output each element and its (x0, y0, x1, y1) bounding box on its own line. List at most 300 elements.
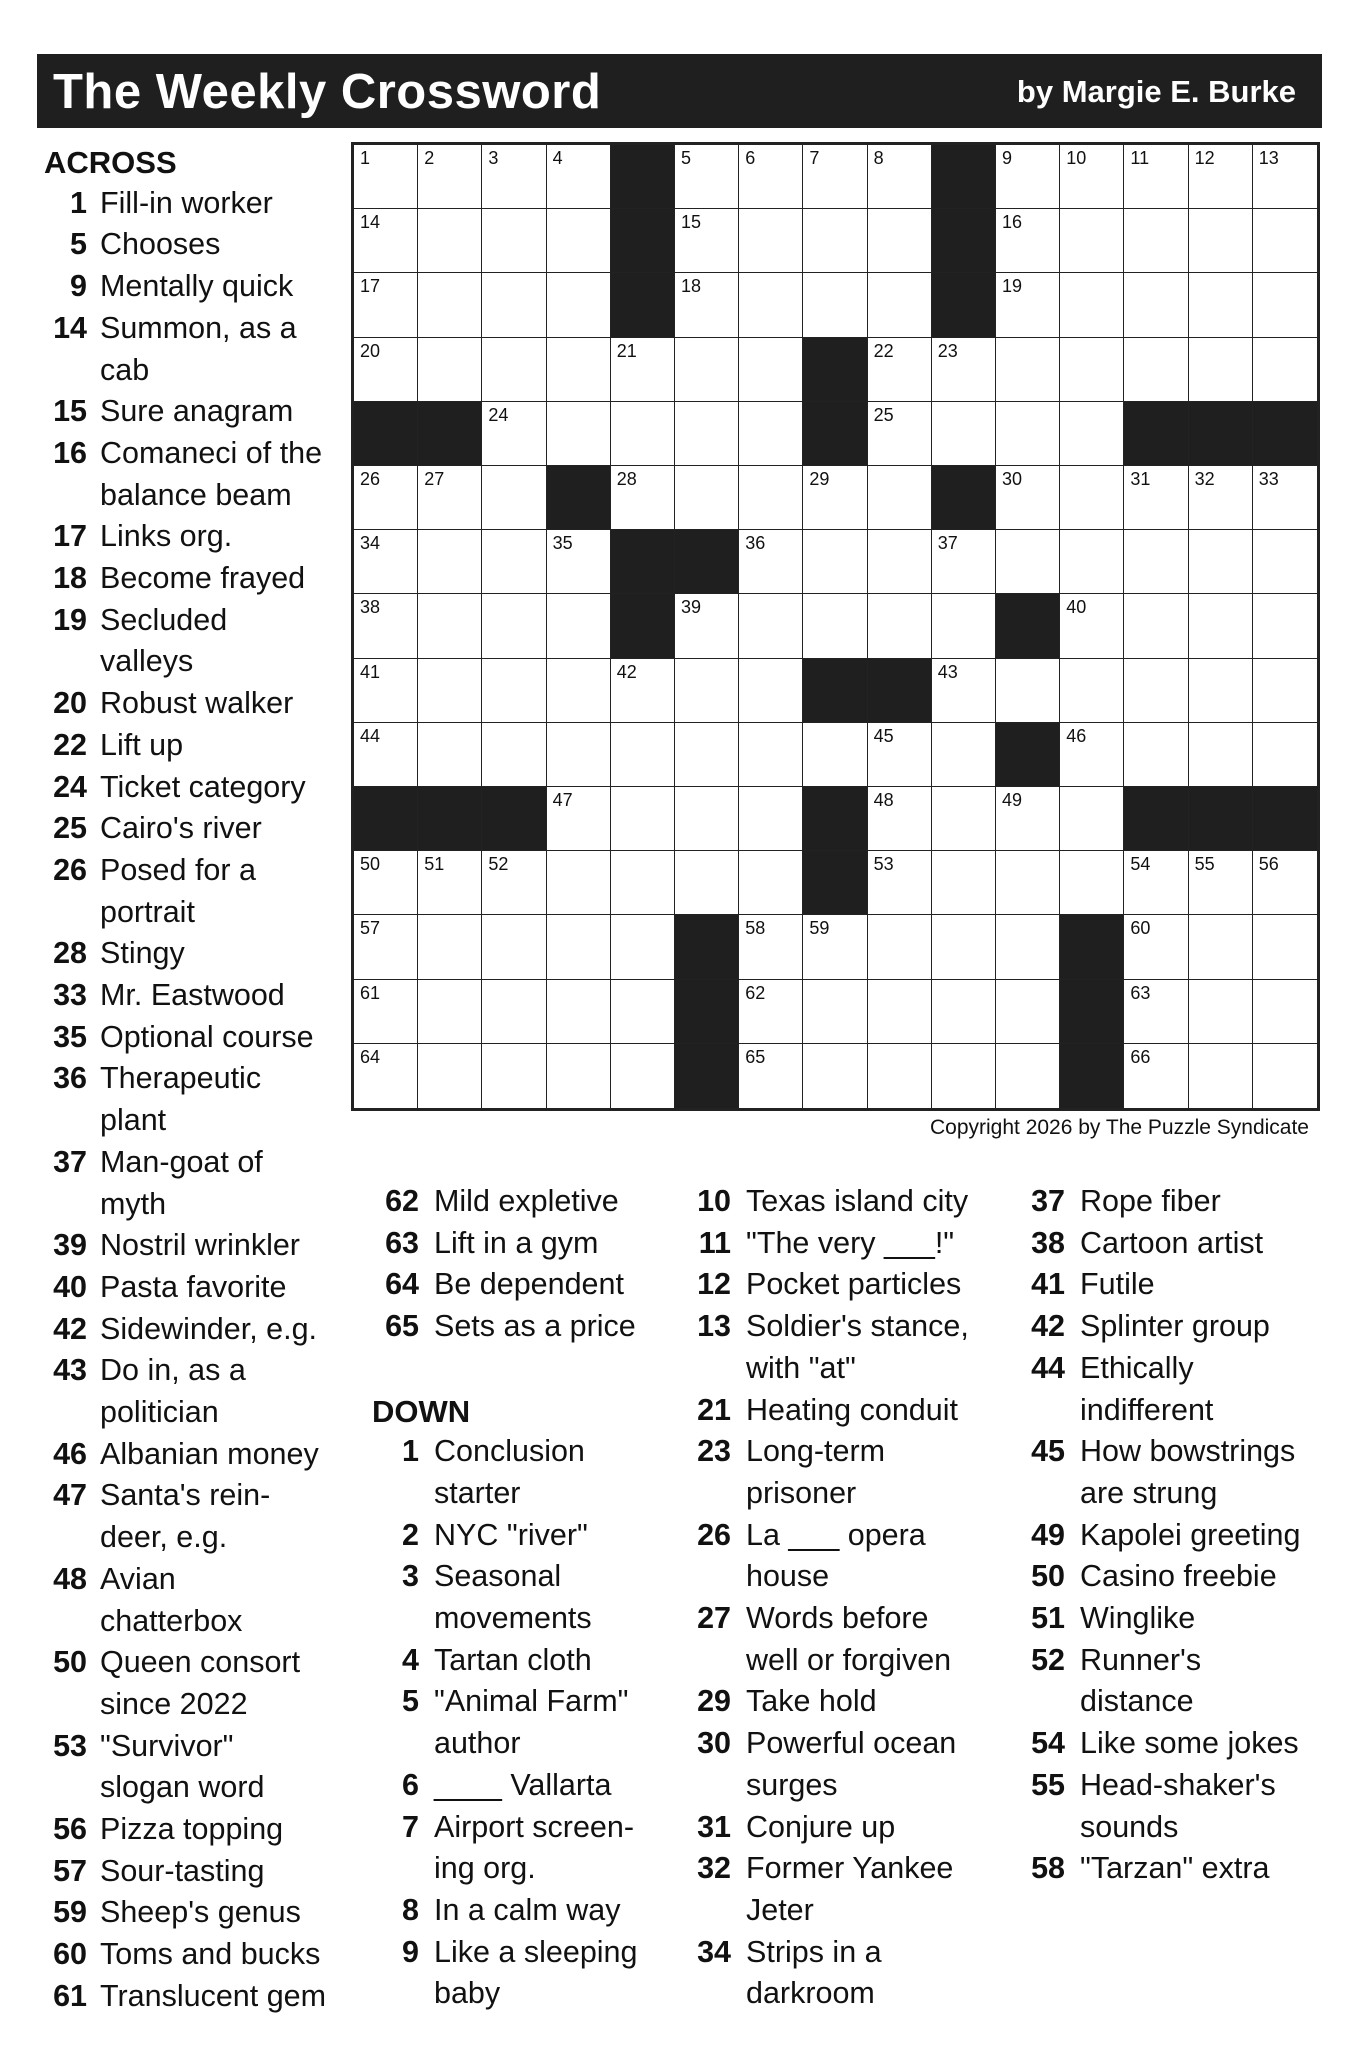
grid-cell[interactable] (1060, 338, 1124, 402)
grid-cell[interactable] (418, 145, 482, 209)
grid-cell[interactable] (482, 402, 546, 466)
clue-text: Fill-in worker (100, 185, 273, 220)
grid-cell[interactable] (1253, 915, 1317, 979)
black-square (611, 145, 675, 209)
grid-cell[interactable] (1253, 209, 1317, 273)
grid-cell[interactable] (996, 851, 1060, 915)
grid-cell[interactable] (611, 402, 675, 466)
black-square (675, 980, 739, 1044)
grid-cell[interactable] (868, 980, 932, 1044)
grid-cell[interactable] (996, 145, 1060, 209)
clue-number: 42 (53, 1311, 87, 1346)
grid-cell[interactable] (547, 723, 611, 787)
grid-cell[interactable] (868, 787, 932, 851)
grid-cell[interactable] (611, 659, 675, 723)
grid-cell[interactable] (932, 402, 996, 466)
grid-cell[interactable] (868, 594, 932, 658)
grid-cell[interactable] (418, 980, 482, 1044)
grid-cell[interactable] (675, 145, 739, 209)
grid-cell[interactable] (1060, 530, 1124, 594)
grid-cell[interactable] (932, 723, 996, 787)
grid-cell[interactable] (1060, 145, 1124, 209)
grid-cell[interactable] (611, 915, 675, 979)
clue-number: 12 (697, 1267, 731, 1302)
clue-number: 25 (53, 811, 87, 846)
grid-cell[interactable] (547, 915, 611, 979)
grid-cell[interactable] (1124, 594, 1188, 658)
grid-cell[interactable] (739, 402, 803, 466)
clue-text: Casino freebie (1080, 1559, 1277, 1594)
grid-cell[interactable] (1189, 980, 1253, 1044)
grid-cell[interactable] (482, 466, 546, 530)
grid-cell[interactable] (868, 915, 932, 979)
clue-text: Soldier's stance, with "at" (746, 1309, 969, 1385)
grid-cell[interactable] (996, 402, 1060, 466)
grid-cell[interactable] (547, 145, 611, 209)
clue-text: Futile (1080, 1267, 1155, 1302)
clue-number: 1 (402, 1434, 419, 1469)
grid-cell[interactable] (996, 209, 1060, 273)
clue-text: La ___ opera house (746, 1517, 926, 1594)
clue-text: "Animal Farm" author (434, 1684, 629, 1761)
clue-text: Cartoon artist (1080, 1225, 1264, 1260)
grid-cell[interactable] (996, 659, 1060, 723)
clue-text: Ethically indifferent (1080, 1350, 1214, 1427)
grid-cell[interactable] (1189, 530, 1253, 594)
grid-cell[interactable] (418, 1044, 482, 1108)
grid-cell[interactable] (1124, 466, 1188, 530)
grid-cell[interactable] (1189, 145, 1253, 209)
grid-cell[interactable] (739, 915, 803, 979)
clue-number: 21 (697, 1392, 731, 1427)
clue-number: 2 (402, 1517, 419, 1552)
grid-cell[interactable] (418, 723, 482, 787)
grid-cell[interactable] (547, 659, 611, 723)
grid-cell[interactable] (611, 1044, 675, 1108)
cell-number: 1 (360, 148, 371, 168)
grid-cell[interactable] (1124, 980, 1188, 1044)
clue-text: Pasta favorite (100, 1269, 287, 1304)
grid-cell[interactable] (868, 1044, 932, 1108)
clue-text: Strips in a darkroom (746, 1934, 882, 2011)
clue-number: 57 (53, 1853, 87, 1888)
grid-cell[interactable] (932, 594, 996, 658)
grid-cell[interactable] (932, 338, 996, 402)
cell-number: 30 (1002, 469, 1023, 489)
cell-number: 16 (1002, 212, 1023, 233)
grid-cell[interactable] (1253, 980, 1317, 1044)
grid-cell[interactable] (675, 787, 739, 851)
cell-number: 11 (1130, 148, 1150, 168)
clue-text: Long-term prisoner (746, 1434, 886, 1510)
cell-number: 4 (552, 148, 563, 168)
grid-cell[interactable] (547, 1044, 611, 1108)
grid-cell[interactable] (1189, 851, 1253, 915)
cell-number: 59 (809, 918, 830, 939)
clue-number: 26 (53, 852, 87, 887)
grid-cell[interactable] (1253, 851, 1317, 915)
grid-cell[interactable] (996, 787, 1060, 851)
clue-text: Lift up (100, 727, 184, 762)
grid-cell[interactable] (932, 980, 996, 1044)
grid-cell[interactable] (803, 915, 867, 979)
grid-cell[interactable] (1060, 209, 1124, 273)
grid-cell[interactable] (418, 530, 482, 594)
grid-cell[interactable] (803, 594, 867, 658)
grid-cell[interactable] (1253, 273, 1317, 337)
grid-cell[interactable] (868, 723, 932, 787)
grid-cell[interactable] (1253, 145, 1317, 209)
black-square (932, 145, 996, 209)
cell-number: 53 (873, 854, 894, 875)
black-square (803, 402, 867, 466)
grid-cell[interactable] (739, 1044, 803, 1108)
clue-number: 47 (53, 1478, 87, 1513)
clue-text: Sour-tasting (100, 1853, 265, 1888)
cell-number: 7 (809, 148, 820, 168)
grid-cell[interactable] (1253, 723, 1317, 787)
grid-cell[interactable] (739, 594, 803, 658)
clue-text: Man-goat of myth (100, 1144, 263, 1221)
clue-number: 46 (53, 1436, 87, 1471)
grid-cell[interactable] (418, 915, 482, 979)
grid-cell[interactable] (675, 273, 739, 337)
grid-cell[interactable] (418, 851, 482, 915)
clue-number: 56 (53, 1812, 87, 1846)
grid-cell[interactable] (1189, 466, 1253, 530)
clue-number: 34 (697, 1934, 731, 1969)
black-square (1189, 787, 1253, 851)
grid-cell[interactable] (932, 530, 996, 594)
clue-text: Lift in a gym (434, 1225, 599, 1260)
clue-number: 18 (53, 561, 87, 595)
crossword-grid (351, 142, 1320, 1111)
cell-number: 20 (360, 340, 381, 361)
grid-cell[interactable] (932, 787, 996, 851)
grid-cell[interactable] (482, 1044, 546, 1108)
grid-cell[interactable] (1060, 273, 1124, 337)
grid-cell[interactable] (868, 466, 932, 530)
grid-cell[interactable] (868, 209, 932, 273)
grid-cell[interactable] (739, 787, 803, 851)
grid-cell[interactable] (1124, 1044, 1188, 1108)
cell-number: 34 (360, 533, 381, 554)
grid-cell[interactable] (932, 659, 996, 723)
clue-text: Heating conduit (746, 1392, 958, 1427)
grid-cell[interactable] (418, 659, 482, 723)
black-square (1060, 1044, 1124, 1108)
clue-number: 62 (385, 1184, 419, 1218)
cell-number: 19 (1002, 276, 1023, 297)
grid-cell[interactable] (996, 530, 1060, 594)
clue-text: Conjure up (746, 1809, 896, 1844)
grid-cell[interactable] (1253, 1044, 1317, 1108)
clue-text: Sets as a price (434, 1309, 636, 1344)
clue-number: 10 (697, 1184, 731, 1218)
grid-cell[interactable] (932, 851, 996, 915)
grid-cell[interactable] (482, 530, 546, 594)
grid-cell[interactable] (675, 209, 739, 273)
grid-cell[interactable] (482, 209, 546, 273)
grid-cell[interactable] (611, 980, 675, 1044)
grid-cell[interactable] (868, 851, 932, 915)
clue-number: 32 (697, 1851, 731, 1886)
cell-number: 28 (616, 469, 637, 489)
grid-cell[interactable] (739, 209, 803, 273)
grid-cell[interactable] (547, 980, 611, 1044)
grid-cell[interactable] (482, 594, 546, 658)
grid-cell[interactable] (611, 466, 675, 530)
cell-number: 61 (360, 982, 381, 1003)
black-square (868, 659, 932, 723)
grid-cell[interactable] (1124, 273, 1188, 337)
grid-cell[interactable] (803, 980, 867, 1044)
grid-cell[interactable] (739, 659, 803, 723)
grid-cell[interactable] (1189, 915, 1253, 979)
cell-number: 57 (360, 918, 381, 939)
grid-cell[interactable] (1124, 851, 1188, 915)
grid-cell[interactable] (418, 273, 482, 337)
grid-cell[interactable] (1060, 402, 1124, 466)
grid-cell[interactable] (739, 723, 803, 787)
grid-cell[interactable] (803, 466, 867, 530)
grid-cell[interactable] (675, 659, 739, 723)
cell-number: 22 (873, 340, 894, 361)
grid-cell[interactable] (739, 466, 803, 530)
black-square (418, 402, 482, 466)
grid-cell[interactable] (868, 402, 932, 466)
cell-number: 15 (681, 212, 702, 233)
cell-number: 5 (681, 148, 692, 168)
grid-cell[interactable] (1253, 466, 1317, 530)
grid-cell[interactable] (482, 723, 546, 787)
cell-number: 6 (745, 148, 756, 168)
grid-cell[interactable] (1124, 723, 1188, 787)
clue-text: NYC "river" (434, 1517, 588, 1552)
grid-cell[interactable] (803, 145, 867, 209)
grid-cell[interactable] (547, 402, 611, 466)
grid-cell[interactable] (1189, 723, 1253, 787)
clue-number: 35 (53, 1019, 87, 1054)
grid-cell[interactable] (1189, 273, 1253, 337)
clue-number: 63 (385, 1225, 419, 1260)
clue-text: Translucent gem (100, 1978, 327, 2013)
clue-text: Ticket category (100, 769, 306, 804)
grid-cell[interactable] (547, 530, 611, 594)
grid-cell[interactable] (739, 338, 803, 402)
grid-cell[interactable] (1124, 915, 1188, 979)
grid-cell[interactable] (1189, 209, 1253, 273)
grid-cell[interactable] (803, 273, 867, 337)
grid-cell[interactable] (1060, 851, 1124, 915)
grid-cell[interactable] (611, 723, 675, 787)
grid-cell[interactable] (932, 915, 996, 979)
clue-number: 52 (1031, 1642, 1065, 1677)
grid-cell[interactable] (739, 530, 803, 594)
clue-number: 5 (70, 227, 87, 262)
grid-cell[interactable] (547, 594, 611, 658)
grid-cell[interactable] (482, 659, 546, 723)
clue-text: Pizza topping (100, 1812, 284, 1846)
grid-cell[interactable] (868, 145, 932, 209)
black-square (1060, 980, 1124, 1044)
cell-number: 3 (488, 148, 499, 168)
grid-cell[interactable] (547, 338, 611, 402)
black-square (418, 787, 482, 851)
grid-cell[interactable] (482, 338, 546, 402)
grid-cell[interactable] (996, 273, 1060, 337)
grid-cell[interactable] (418, 338, 482, 402)
cell-number: 14 (360, 212, 381, 233)
clue-text: Take hold (746, 1684, 877, 1719)
grid-cell[interactable] (1124, 209, 1188, 273)
grid-cell[interactable] (868, 273, 932, 337)
grid-cell[interactable] (675, 338, 739, 402)
grid-cell[interactable] (739, 851, 803, 915)
grid-cell[interactable] (482, 145, 546, 209)
clue-number: 6 (402, 1767, 419, 1802)
grid-cell[interactable] (418, 594, 482, 658)
cell-number: 58 (745, 918, 766, 939)
grid-cell[interactable] (803, 530, 867, 594)
clue-text: ____ Vallarta (434, 1767, 612, 1802)
grid-cell[interactable] (482, 273, 546, 337)
grid-cell[interactable] (1189, 659, 1253, 723)
grid-cell[interactable] (1060, 723, 1124, 787)
grid-cell[interactable] (868, 338, 932, 402)
grid-cell[interactable] (675, 723, 739, 787)
clue-number: 45 (1031, 1434, 1065, 1469)
cell-number: 17 (360, 276, 381, 297)
black-square (675, 915, 739, 979)
byline: by Margie E. Burke (1016, 74, 1296, 109)
clue-text: Winglike (1080, 1601, 1196, 1635)
cell-number: 48 (873, 790, 894, 810)
grid-cell[interactable] (739, 273, 803, 337)
clue-text: Do in, as a politician (100, 1353, 246, 1429)
grid-cell[interactable] (482, 851, 546, 915)
clue-number: 44 (1031, 1350, 1065, 1385)
clue-text: Albanian money (100, 1436, 319, 1471)
grid-cell[interactable] (675, 851, 739, 915)
clue-number: 30 (697, 1726, 731, 1761)
black-square (803, 787, 867, 851)
grid-cell[interactable] (996, 980, 1060, 1044)
clue-text: "The very ___!" (746, 1225, 955, 1260)
grid-cell[interactable] (1253, 594, 1317, 658)
grid-cell[interactable] (418, 209, 482, 273)
grid-cell[interactable] (611, 851, 675, 915)
grid-cell[interactable] (868, 530, 932, 594)
cell-number: 45 (873, 725, 894, 746)
grid-cell[interactable] (675, 594, 739, 658)
grid-cell[interactable] (675, 402, 739, 466)
clue-text: Become frayed (100, 561, 306, 595)
grid-cell[interactable] (547, 851, 611, 915)
grid-cell[interactable] (482, 980, 546, 1044)
grid-cell[interactable] (675, 466, 739, 530)
grid-cell[interactable] (932, 1044, 996, 1108)
grid-cell[interactable] (611, 787, 675, 851)
clue-text: Santa's rein- deer, e.g. (100, 1478, 271, 1555)
grid-cell[interactable] (1124, 659, 1188, 723)
clue-number: 49 (1031, 1517, 1065, 1552)
grid-cell[interactable] (739, 145, 803, 209)
clue-number: 19 (53, 602, 87, 637)
cell-number: 60 (1130, 918, 1151, 939)
cell-number: 35 (552, 533, 573, 554)
grid-cell[interactable] (418, 466, 482, 530)
grid-cell[interactable] (739, 980, 803, 1044)
cell-number: 18 (681, 276, 702, 297)
cell-number: 33 (1258, 469, 1279, 489)
clue-number: 11 (698, 1225, 731, 1260)
grid-cell[interactable] (547, 209, 611, 273)
grid-cell[interactable] (1253, 338, 1317, 402)
clue-number: 29 (697, 1684, 731, 1719)
cell-number: 63 (1130, 982, 1151, 1003)
black-square (803, 338, 867, 402)
cell-number: 26 (360, 469, 381, 489)
clue-number: 50 (53, 1645, 87, 1680)
grid-cell[interactable] (996, 915, 1060, 979)
grid-cell[interactable] (1060, 787, 1124, 851)
grid-cell[interactable] (996, 466, 1060, 530)
clue-number: 24 (53, 769, 87, 804)
cell-number: 54 (1130, 854, 1151, 875)
cell-number: 32 (1194, 469, 1215, 489)
grid-cell[interactable] (1253, 659, 1317, 723)
clue-number: 65 (385, 1309, 419, 1344)
grid-cell[interactable] (482, 915, 546, 979)
grid-cell[interactable] (1060, 594, 1124, 658)
grid-cell[interactable] (996, 1044, 1060, 1108)
cell-number: 37 (937, 533, 958, 554)
grid-cell[interactable] (803, 209, 867, 273)
black-square (1060, 915, 1124, 979)
cell-number: 21 (616, 340, 637, 361)
grid-cell[interactable] (1189, 594, 1253, 658)
grid-cell[interactable] (1124, 338, 1188, 402)
black-square (932, 466, 996, 530)
clue-number: 17 (53, 519, 87, 554)
cell-number: 39 (681, 597, 702, 618)
clue-text: Mentally quick (100, 269, 294, 304)
grid-cell[interactable] (1189, 1044, 1253, 1108)
grid-cell[interactable] (1253, 530, 1317, 594)
clue-text: Kapolei greeting (1080, 1517, 1301, 1552)
clue-text: Queen consort since 2022 (100, 1645, 301, 1721)
black-square (1253, 787, 1317, 851)
grid-cell[interactable] (1060, 466, 1124, 530)
grid-cell[interactable] (996, 338, 1060, 402)
black-square (1124, 787, 1188, 851)
black-square (1189, 402, 1253, 466)
grid-cell[interactable] (547, 273, 611, 337)
grid-cell[interactable] (611, 338, 675, 402)
grid-cell[interactable] (1124, 145, 1188, 209)
grid-cell[interactable] (1124, 530, 1188, 594)
grid-cell[interactable] (1060, 659, 1124, 723)
clue-number: 55 (1031, 1767, 1065, 1802)
grid-cell[interactable] (803, 1044, 867, 1108)
clue-number: 28 (53, 936, 87, 971)
clue-text: Secluded valleys (100, 602, 228, 679)
grid-cell[interactable] (1189, 338, 1253, 402)
grid-cell[interactable] (803, 723, 867, 787)
grid-cell[interactable] (547, 787, 611, 851)
cell-number: 66 (1130, 1046, 1151, 1067)
